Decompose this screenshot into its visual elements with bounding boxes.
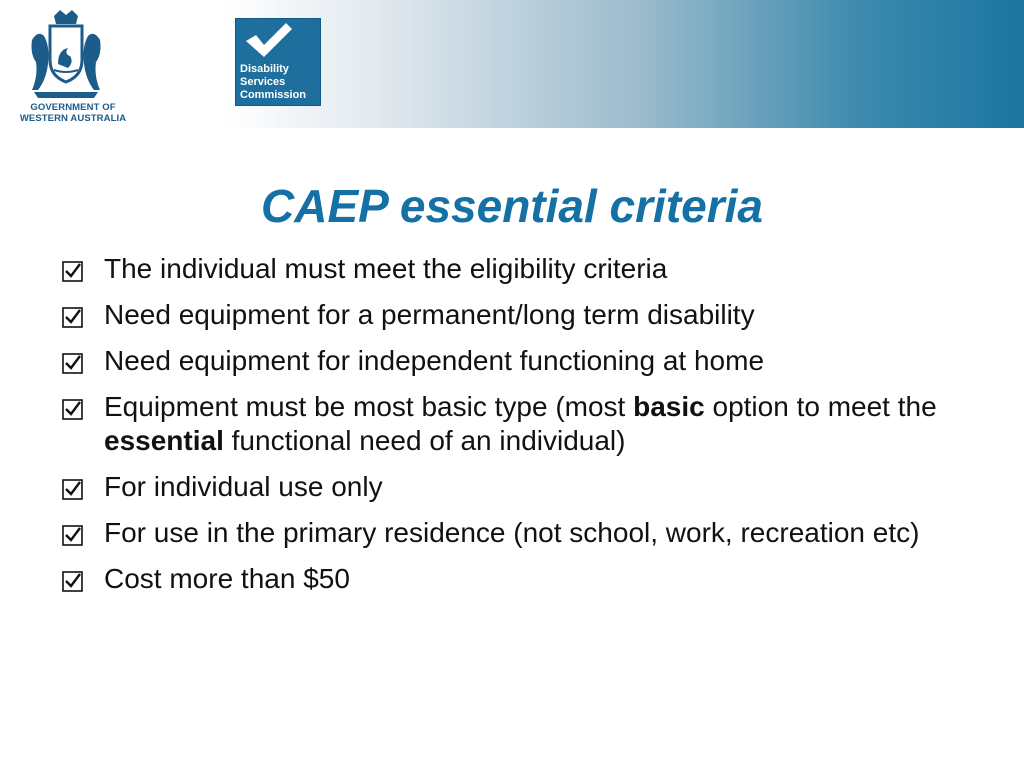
checkmark-logo-icon: [242, 21, 294, 61]
criteria-item: [62, 298, 962, 332]
criteria-item: [62, 252, 962, 286]
criteria-text: Need equipment for independent functioning at home: [104, 345, 765, 376]
criteria-text: For individual use only: [104, 471, 383, 502]
checked-box-icon: [62, 261, 83, 282]
wa-government-crest-icon: [24, 10, 108, 98]
criteria-item: [62, 344, 962, 378]
criteria-text: For use in the primary residence (not school, work, recreation etc): [104, 517, 920, 548]
checked-box-icon: [62, 479, 83, 500]
dsc-text-line-2: Services: [240, 76, 286, 88]
criteria-item: [62, 390, 962, 458]
criteria-item: [62, 516, 962, 550]
criteria-text: The individual must meet the eligibility criteria: [104, 253, 668, 284]
wa-government-logo: [10, 10, 126, 128]
criteria-list: [62, 252, 962, 608]
header-band: [0, 0, 1024, 128]
disability-services-commission-logo: [235, 18, 321, 106]
government-logo-text: [10, 102, 136, 124]
gov-text-line-1: GOVERNMENT OF: [30, 102, 116, 113]
dsc-text-line-1: Disability: [240, 63, 289, 75]
checked-box-icon: [62, 571, 83, 592]
criteria-item: [62, 562, 962, 596]
criteria-text: functional need of an individual): [223, 425, 626, 456]
dsc-text-line-3: Commission: [240, 89, 307, 101]
criteria-text: Need equipment for a permanent/long term disability: [104, 299, 755, 330]
criteria-text: Equipment must be most basic type (most: [104, 391, 634, 422]
checked-box-icon: [62, 353, 83, 374]
criteria-emphasis: essential: [104, 425, 224, 456]
slide-title: CAEP essential criteria: [261, 180, 763, 232]
criteria-text: Cost more than $50: [104, 563, 350, 594]
gov-text-line-2: WESTERN AUSTRALIA: [19, 113, 127, 124]
checked-box-icon: [62, 307, 83, 328]
checked-box-icon: [62, 399, 83, 420]
criteria-item: [62, 470, 962, 504]
criteria-emphasis: basic: [633, 391, 705, 422]
criteria-text: option to meet the: [704, 391, 937, 422]
checked-box-icon: [62, 525, 83, 546]
